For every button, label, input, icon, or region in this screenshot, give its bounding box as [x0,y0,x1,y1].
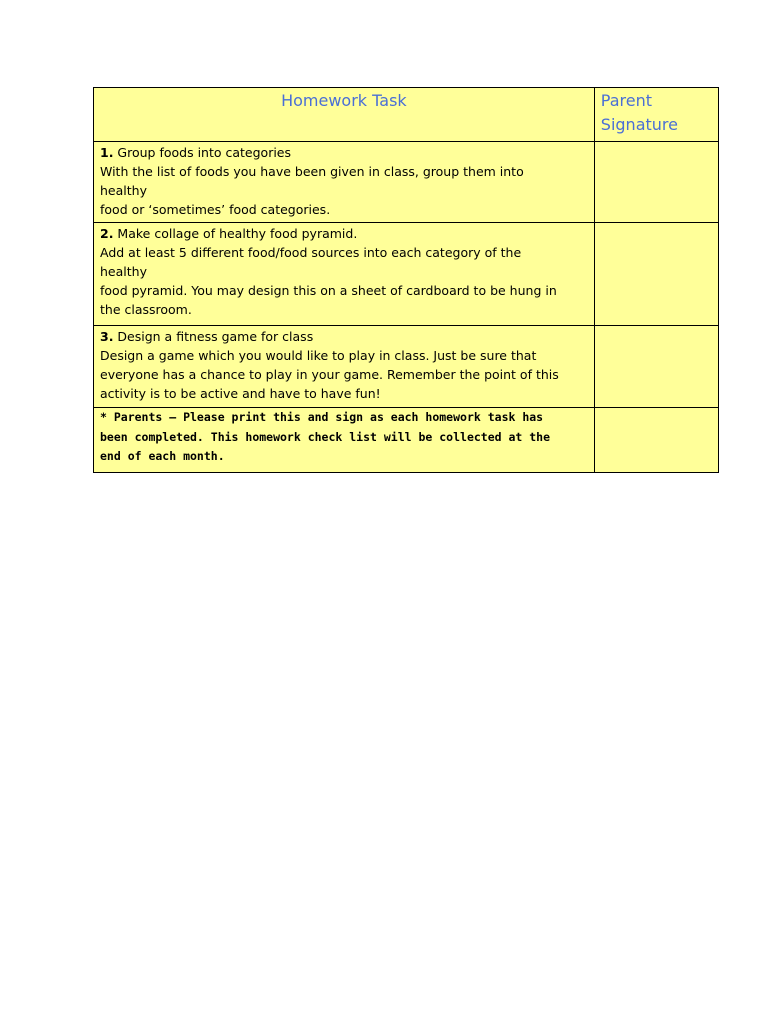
task-cell-1 [94,142,595,223]
parent-signature-header-line2: Signature [600,115,678,134]
table-header-row [94,88,719,142]
task-description-line: Design a game which you would like to play in class. Just be sure that [100,348,537,363]
task-number-2: 2. [100,226,114,241]
task-description-line: food pyramid. You may design this on a sheet of cardboard to be hung in [100,283,557,298]
task-row-1 [94,142,719,223]
task-description-line: healthy [100,183,147,198]
homework-checklist-table [93,87,719,473]
signature-cell-1[interactable] [594,142,718,223]
parent-note-line: * Parents – Please print this and sign as each homework task has [100,410,544,424]
task-description-line: Add at least 5 different food/food sources into each category of the [100,245,522,260]
task-row-2 [94,223,719,326]
task-title-1: 1. Group foods into categories [100,145,292,160]
parent-note-row [94,408,719,473]
parent-signature-header [594,88,718,142]
task-title-3: 3. Design a fitness game for class [100,329,314,344]
task-cell-2 [94,223,595,326]
task-number-1: 1. [100,145,114,160]
task-description-line: the classroom. [100,302,192,317]
task-number-3: 3. [100,329,114,344]
signature-cell-2[interactable] [594,223,718,326]
task-cell-3 [94,326,595,408]
parent-note-cell [94,408,595,473]
task-title-2: 2. Make collage of healthy food pyramid. [100,226,358,241]
task-row-3 [94,326,719,408]
task-description-line: food or ‘sometimes’ food categories. [100,202,331,217]
task-description-line: healthy [100,264,147,279]
signature-cell-note[interactable] [594,408,718,473]
signature-cell-3[interactable] [594,326,718,408]
task-description-line: everyone has a chance to play in your game. Remember the point of this [100,367,559,382]
parent-signature-header-line1: Parent [600,91,653,110]
task-description-line: With the list of foods you have been given in class, group them into [100,164,524,179]
parent-note-line: end of each month. [100,449,225,463]
homework-task-header: Homework Task [94,88,595,142]
parent-note-line: been completed. This homework check list will be collected at the [100,429,551,444]
task-description-line: activity is to be active and have to have fun! [100,386,381,401]
